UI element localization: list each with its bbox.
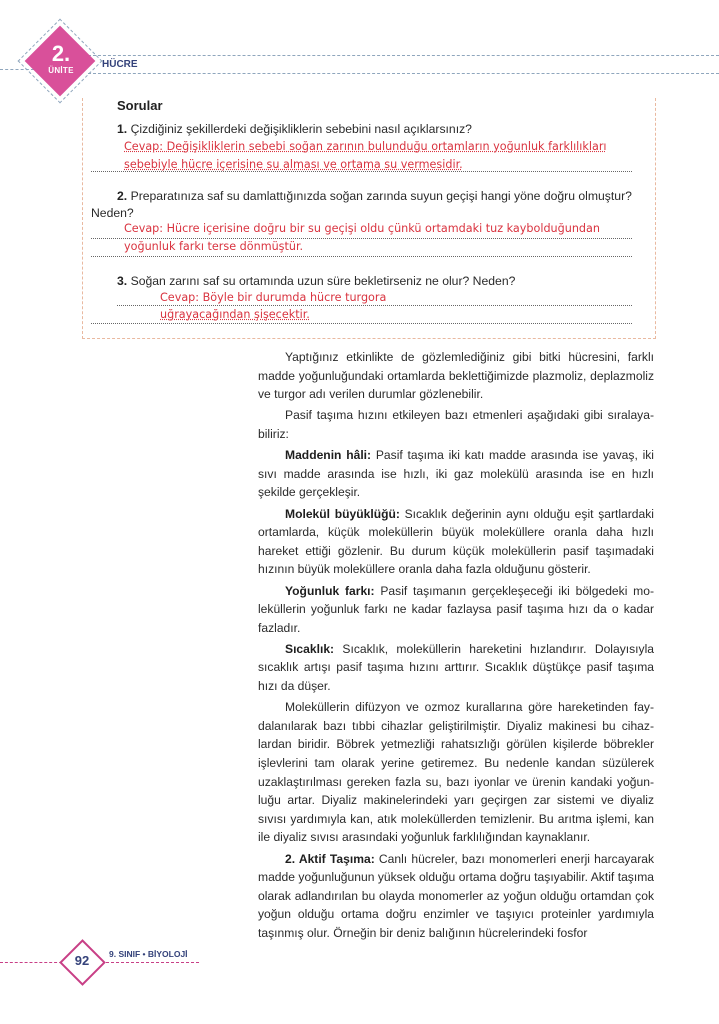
- answer-2-dotted-line-1: [91, 238, 632, 239]
- question-1: [117, 122, 472, 136]
- question-2-text: Preparatınıza saf su damlattığınızda soğan zarında suyun geçişi hangi yöne doğru olmuştur?: [130, 189, 632, 203]
- paragraph-factors: Pasif taşıma hızını etkileyen bazı etmenleri aşağıdaki gibi sıralayabiliriz:: [258, 408, 654, 441]
- answer-3-line-1: Cevap: Böyle bir durumda hücre turgora: [160, 291, 387, 304]
- paragraph-state-of-matter: Maddenin hâli: Pasif taşıma iki katı madde arasında ise yavaş, iki sıvı madde arasında ise hızlı, iki gaz molekülü arasında ise en hızlı şekilde gerçekleşir.: [258, 448, 654, 500]
- header-line-left: [0, 69, 34, 70]
- answer-3-line-2: uğrayacağından şişecektir.: [160, 308, 310, 321]
- paragraph-density-difference: Yoğunluk farkı: Pasif taşımanın gerçekleşeceği iki bölgedeki moleküllerin yoğunluk farkı ne kadar fazlaysa pasif taşıma hızı da o kadar fazladır.: [258, 583, 654, 635]
- answer-1-dotted-line: [91, 171, 632, 172]
- question-3-number: 3.: [117, 274, 128, 288]
- page-number: 92: [74, 953, 90, 968]
- answer-3-dotted-line-2: [91, 323, 632, 324]
- answer-2-line-1: Cevap: Hücre içerisine doğru bir su geçişi oldu çünkü ortamdaki tuz kaybolduğundan: [124, 222, 600, 235]
- question-2-cont: Neden?: [91, 206, 134, 220]
- paragraph-molecule-size: Molekül büyüklüğü: Sıcaklık değerinin aynı olduğu eşit şartlardaki ortamlarda, küçük moleküllerin büyük moleküllere oranla daha hızlı hareket ettiği gözlenir. Bu durum küçük moleküllerin pasif taşımadaki hızının büyük moleküllere oranla daha fazla olduğunu gösterir.: [258, 506, 654, 577]
- answer-1-line-1: Cevap: Değişikliklerin sebebi soğan zarının bulunduğu ortamların yoğunluk farklılıkları: [124, 140, 607, 153]
- term-molecule-size: Molekül büyüklüğü:: [285, 506, 400, 521]
- unit-label: ÜNİTE: [48, 66, 74, 75]
- term-state-of-matter: Maddenin hâli:: [285, 448, 372, 463]
- header-line-bottom: [88, 73, 719, 74]
- paragraph-intro: Yaptığınız etkinlikte de gözlemlediğiniz gibi bitki hücresini, farklı madde yoğunluğundaki ortamlarda beklettiğimizde plazmoliz, deplazmoliz ve turgor adı verilen durumlar gözlenebilir.: [258, 350, 654, 402]
- term-temperature: Sıcaklık:: [285, 641, 335, 656]
- footer-line-left: [0, 962, 62, 963]
- answer-1-line-2: sebebiyle hücre içerisine su alması ve ortama su vermesidir.: [124, 158, 463, 171]
- book-title: 9. SINIF • BİYOLOJİ: [109, 949, 188, 959]
- footer-line-right: [101, 962, 199, 963]
- answer-3-dotted-line-1: [117, 305, 632, 306]
- answer-2-dotted-line-2: [91, 256, 632, 257]
- paragraph-temperature: Sıcaklık: Sıcaklık, moleküllerin hareketini hızlandırır. Dolayısıyla sıcaklık artışı pasif taşıma hızını arttırır. Sıcaklık düştükçe pasif taşıma hızı da düşer.: [258, 641, 654, 694]
- paragraph-active-transport: 2. Aktif Taşıma: Canlı hücreler, bazı monomerleri enerji harcayarak madde yoğunluğunun yüksek olduğu ortama doğru taşıyabilir. Aktif taşıma olarak adlandırılan bu olayda monomerler az yoğun olduğu ortamdan çok yoğun olduğu ortama doğru enzimler ve taşıyıcı proteinler yardımıyla taşınmış olur. Örneğin bir deniz balığının hücrelerindeki fosfor: [258, 851, 654, 940]
- chapter-title: HÜCRE: [102, 59, 138, 70]
- question-2: [117, 189, 632, 203]
- question-3: [117, 274, 515, 288]
- body-text: [258, 348, 654, 945]
- question-1-number: 1.: [117, 122, 128, 136]
- paragraph-dialysis: Moleküllerin difüzyon ve ozmoz kurallarına göre hareketinden faydalanılarak bazı tıbbi cihazlar geliştirilmiştir. Diyaliz makinesi bu cihazlardan biridir. Böbrek yetmezliği rahatsızlığı görülen kişilerde böbrekler işlevlerini tam olarak yerine getiremez. Bu nedenle kandan süzülerek uzaklaştırılması gereken fazla su, bazı iyonlar ve ürenin kandaki yoğunluğu artar. Diyaliz makinelerindeki yarı geçirgen zar sistemi ve diyaliz sıvısı yardımıyla kan, atık moleküllerden temizlenir. Bu arıtma işlemi, kan ile diyaliz sıvısı arasındaki yoğunluk farklılığından kaynaklanır.: [258, 700, 654, 845]
- question-1-text: Çizdiğiniz şekillerdeki değişikliklerin sebebini nasıl açıklarsınız?: [130, 122, 472, 136]
- question-2-number: 2.: [117, 189, 128, 203]
- question-3-text: Soğan zarını saf su ortamında uzun süre bekletirseniz ne olur? Neden?: [130, 274, 516, 288]
- questions-title: Sorular: [117, 98, 163, 113]
- term-active-transport: 2. Aktif Taşıma:: [285, 851, 375, 866]
- header-line-top: [88, 55, 719, 56]
- term-density-difference: Yoğunluk farkı:: [285, 583, 375, 598]
- unit-number: 2.: [51, 41, 71, 66]
- answer-2-line-2: yoğunluk farkı terse dönmüştür.: [124, 240, 304, 253]
